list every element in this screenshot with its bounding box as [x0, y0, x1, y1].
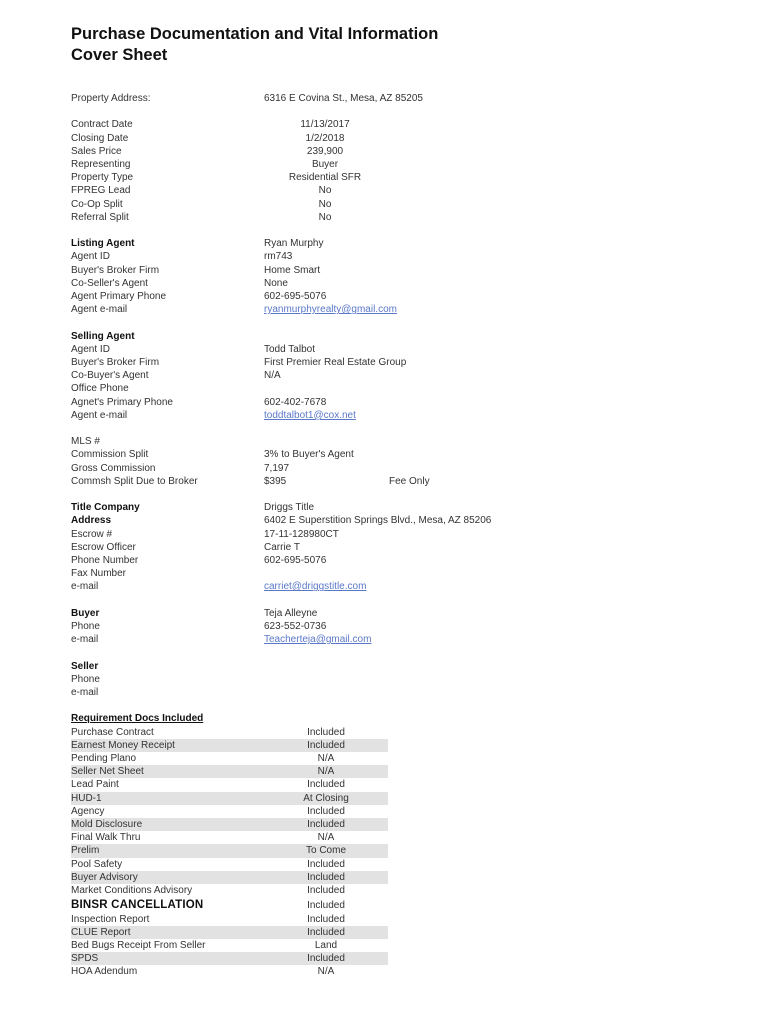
property-address-value: 6316 E Covina St., Mesa, AZ 85205 — [264, 93, 423, 104]
selling-value: 602-402-7678 — [264, 396, 327, 408]
deal-label: Contract Date — [71, 119, 133, 131]
requirement-label: HOA Adendum — [71, 966, 138, 978]
title-company-label: Escrow # — [71, 528, 113, 540]
buyer-value: Teja Alleyne — [264, 607, 318, 619]
requirement-status: Included — [307, 739, 345, 751]
deal-label: FPREG Lead — [71, 185, 131, 197]
requirement-label: Mold Disclosure — [71, 819, 143, 830]
commission-label: MLS # — [71, 436, 100, 448]
listing-agent-label: Listing Agent — [71, 238, 135, 250]
title-line-2: Cover Sheet — [71, 46, 168, 64]
listing-value: rm743 — [264, 251, 293, 263]
requirement-row — [71, 792, 388, 805]
listing-label: Agent ID — [71, 251, 110, 263]
title-company-value: 602-695-5076 — [264, 555, 327, 566]
requirement-status: N/A — [317, 753, 335, 764]
deal-label: Co-Op Split — [71, 198, 123, 210]
listing-value: None — [264, 277, 288, 289]
listing-label: Buyer's Broker Firm — [71, 264, 160, 276]
requirement-row — [71, 898, 388, 913]
title-company-label: Escrow Officer — [71, 541, 136, 553]
listing-value: Home Smart — [264, 264, 321, 276]
title-company-value: Driggs Title — [264, 502, 315, 514]
requirement-row — [71, 765, 388, 778]
selling-value: N/A — [264, 370, 281, 382]
deal-label: Representing — [71, 159, 131, 170]
selling-value: First Premier Real Estate Group — [264, 357, 407, 368]
page-title — [71, 24, 438, 66]
requirement-label: Pool Safety — [71, 858, 123, 870]
seller-label: Seller — [71, 660, 99, 672]
selling-label: Agnet's Primary Phone — [71, 396, 173, 408]
selling-agent-email-link[interactable]: toddtalbot1@cox.net — [264, 409, 356, 421]
requirement-row — [71, 778, 388, 791]
commission-value: 7,197 — [264, 462, 290, 474]
buyer-label: Buyer — [71, 607, 100, 619]
requirement-label: Prelim — [71, 845, 100, 857]
requirement-status: N/A — [317, 766, 335, 778]
title-company-label: Title Company — [71, 502, 140, 514]
requirement-row — [71, 726, 388, 739]
deal-label: Sales Price — [71, 145, 122, 157]
requirement-status: At Closing — [303, 792, 349, 804]
requirement-row — [71, 913, 388, 926]
title-line-1: Purchase Documentation and Vital Information — [71, 25, 439, 43]
selling-label: Co-Buyer's Agent — [71, 370, 149, 382]
requirement-label: Bed Bugs Receipt From Seller — [71, 939, 206, 951]
requirement-label: Earnest Money Receipt — [71, 739, 175, 751]
requirement-status: Included — [307, 926, 345, 938]
requirement-label: Pending Plano — [71, 753, 137, 764]
buyer-label: Phone — [71, 621, 100, 632]
title-company-label: Fax Number — [71, 568, 127, 580]
requirement-label: Lead Paint — [71, 779, 119, 791]
listing-value: 602-695-5076 — [264, 291, 327, 302]
commission-label: Commsh Split Due to Broker — [71, 475, 198, 487]
title-company-email-link[interactable]: carriet@driggstitle.com — [264, 581, 367, 593]
buyer-email-link[interactable]: Teacherteja@gmail.com — [264, 634, 372, 646]
title-company-address-label: Address — [71, 515, 112, 527]
title-company-value: 17-11-128980CT — [264, 528, 339, 540]
requirements-heading: Requirement Docs Included — [71, 713, 204, 725]
requirement-label: HUD-1 — [71, 792, 102, 804]
listing-label: Agent Primary Phone — [71, 291, 167, 302]
deal-value: 11/13/2017 — [300, 119, 350, 131]
listing-label: Agent e-mail — [71, 304, 128, 316]
requirement-row — [71, 818, 388, 831]
requirement-label: Final Walk Thru — [71, 832, 141, 844]
requirement-status: Included — [307, 779, 345, 791]
title-company-value: 6402 E Superstition Springs Blvd., Mesa, AZ 85206 — [264, 515, 492, 527]
buyer-label: e-mail — [71, 634, 99, 646]
requirement-row — [71, 871, 388, 884]
property-address-label: Property Address: — [71, 93, 151, 104]
requirement-row — [71, 805, 388, 818]
deal-value: No — [318, 185, 332, 197]
requirement-row — [71, 858, 388, 871]
requirement-status: Included — [307, 805, 345, 817]
requirement-status: Included — [307, 726, 345, 738]
requirement-status: N/A — [317, 832, 335, 844]
requirement-label: Agency — [71, 805, 105, 817]
deal-label: Property Type — [71, 172, 134, 184]
selling-agent-label: Selling Agent — [71, 330, 135, 342]
commission-value: 3% to Buyer's Agent — [264, 449, 354, 461]
selling-label: Office Phone — [71, 383, 129, 395]
commission-note: Fee Only — [389, 475, 430, 487]
deal-value: Buyer — [311, 159, 339, 170]
requirement-row — [71, 884, 388, 897]
deal-value: No — [318, 198, 332, 210]
deal-label: Referral Split — [71, 211, 129, 223]
requirement-status: Included — [307, 819, 345, 830]
requirement-label: Market Conditions Advisory — [71, 885, 193, 896]
listing-label: Co-Seller's Agent — [71, 277, 148, 289]
requirement-label: CLUE Report — [71, 926, 131, 938]
requirement-label: Inspection Report — [71, 913, 150, 925]
requirement-row — [71, 952, 388, 965]
requirement-label: Seller Net Sheet — [71, 766, 144, 778]
selling-label: Buyer's Broker Firm — [71, 357, 160, 368]
requirement-label: BINSR CANCELLATION — [71, 898, 204, 911]
requirement-row — [71, 739, 388, 752]
deal-value: No — [318, 211, 332, 223]
requirement-label: Buyer Advisory — [71, 871, 138, 883]
commission-label: Commission Split — [71, 449, 149, 461]
commission-label: Gross Commission — [71, 462, 156, 474]
selling-label: Agent ID — [71, 343, 110, 355]
deal-value: 239,900 — [306, 145, 344, 157]
selling-value: Todd Talbot — [264, 343, 315, 355]
requirement-status: Included — [307, 953, 345, 965]
requirement-status: Included — [307, 858, 345, 870]
requirement-label: SPDS — [71, 953, 99, 965]
requirement-row — [71, 844, 388, 857]
seller-label: Phone — [71, 673, 100, 685]
listing-agent-value: Ryan Murphy — [264, 238, 324, 250]
buyer-value: 623-552-0736 — [264, 621, 327, 632]
title-company-value: Carrie T — [264, 541, 300, 553]
selling-label: Agent e-mail — [71, 409, 128, 421]
requirement-label: Purchase Contract — [71, 726, 154, 738]
requirement-status: Included — [307, 899, 345, 911]
deal-label: Closing Date — [71, 132, 129, 144]
requirement-row — [71, 965, 388, 978]
requirement-row — [71, 831, 388, 844]
requirement-row — [71, 939, 388, 952]
title-company-label: e-mail — [71, 581, 99, 593]
seller-label: e-mail — [71, 687, 99, 698]
listing-agent-email-link[interactable]: ryanmurphyrealty@gmail.com — [264, 304, 397, 316]
requirement-status: Included — [307, 913, 345, 925]
requirement-status: Included — [307, 871, 345, 883]
requirement-status: To Come — [305, 845, 346, 857]
title-company-label: Phone Number — [71, 555, 139, 566]
commission-value: $395 — [264, 475, 287, 487]
requirement-status: N/A — [317, 966, 335, 978]
requirement-status: Included — [307, 885, 345, 896]
requirement-row — [71, 926, 388, 939]
requirement-status: Land — [314, 939, 338, 951]
requirement-row — [71, 752, 388, 765]
deal-value: Residential SFR — [288, 172, 362, 184]
deal-value: 1/2/2018 — [305, 132, 345, 144]
